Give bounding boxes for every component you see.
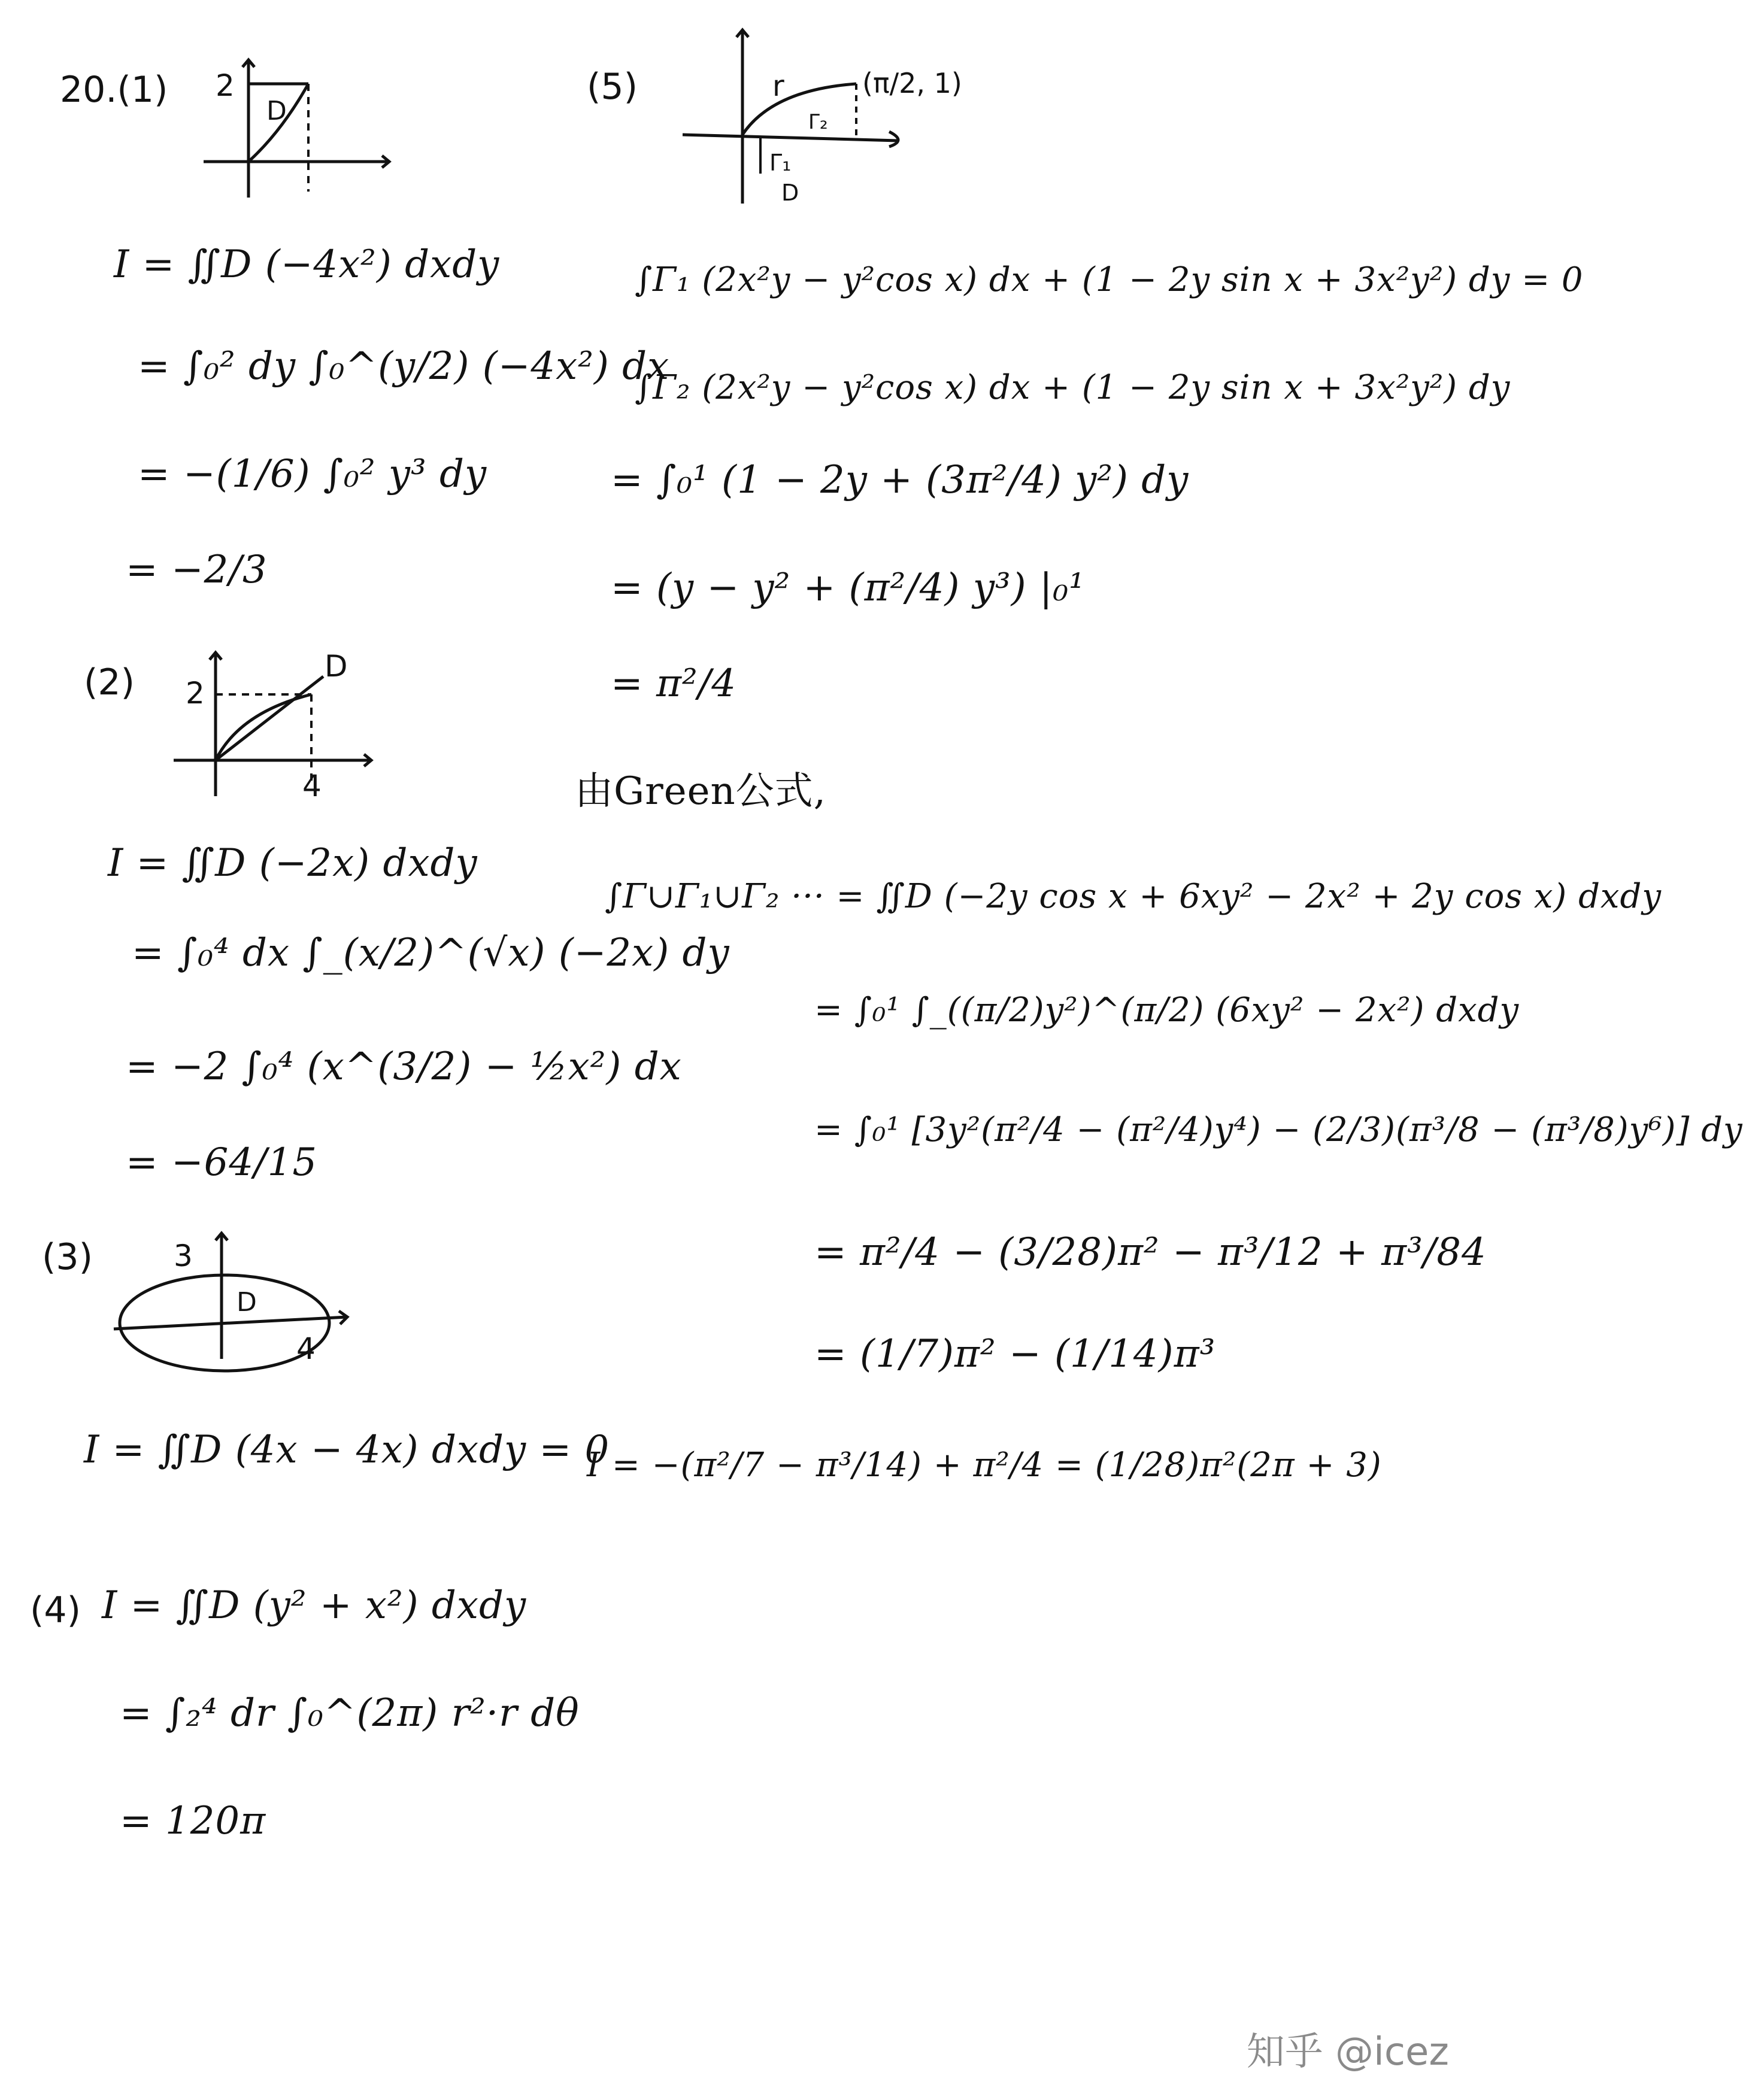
problem-5-gamma2-label: Γ₂ — [808, 110, 828, 134]
problem-3-x-tick: 4 — [296, 1331, 316, 1366]
problem-2-graph — [168, 641, 383, 808]
problem-2-line-3: = −2 ∫₀⁴ (x^(3/2) − ½x²) dx — [126, 1045, 682, 1089]
problem-5-line-7: ∫Γ∪Γ₁∪Γ₂ ··· = ∬D (−2y cos x + 6xy² − 2x² + 2y cos x) dxdy — [605, 877, 1662, 916]
problem-3-y-tick: 3 — [174, 1239, 193, 1273]
problem-4-label: (4) — [30, 1589, 81, 1631]
problem-2-line-4: = −64/15 — [126, 1140, 318, 1185]
problem-1-line-4: = −2/3 — [126, 548, 268, 592]
problem-2-line-2: = ∫₀⁴ dx ∫_(x/2)^(√x) (−2x) dy — [132, 931, 730, 975]
problem-5-line-10: = π²/4 − (3/28)π² − π³/12 + π³/84 — [814, 1230, 1487, 1274]
problem-5-graph — [677, 18, 964, 221]
problem-5-line-5: = π²/4 — [611, 661, 736, 706]
problem-5-line-9: = ∫₀¹ [3y²(π²/4 − (π²/4)y⁴) − (2/3)(π³/8 − (π³/8)y⁶)] dy — [814, 1110, 1743, 1149]
problem-4-line-2: = ∫₂⁴ dr ∫₀^(2π) r²·r dθ — [120, 1691, 580, 1735]
problem-3-line-1: I = ∬D (4x − 4x) dxdy = 0 — [84, 1428, 610, 1472]
problem-2-y-tick: 2 — [186, 676, 205, 711]
problem-5-curve-label: r — [772, 69, 784, 103]
problem-2-x-tick: 4 — [302, 769, 322, 803]
problem-1-graph — [198, 48, 401, 204]
problem-5-label: (5) — [587, 66, 638, 108]
problem-2-region-label: D — [325, 649, 348, 684]
problem-4-line-3: = 120π — [120, 1799, 266, 1843]
problem-5-region-label: D — [781, 180, 799, 206]
problem-1-line-2: = ∫₀² dy ∫₀^(y/2) (−4x²) dx — [138, 344, 670, 389]
problem-5-line-6: 由Green公式, — [575, 769, 827, 814]
problem-1-y-tick: 2 — [216, 68, 235, 103]
problem-1-line-1: I = ∬D (−4x²) dxdy — [114, 242, 500, 287]
problem-5-line-1: ∫Γ₁ (2x²y − y²cos x) dx + (1 − 2y sin x + 3x²y²) dy = 0 — [635, 260, 1584, 299]
problem-1-label: 20.(1) — [60, 69, 168, 111]
problem-5-point-label: (π/2, 1) — [862, 67, 962, 99]
problem-2-label: (2) — [84, 661, 135, 703]
problem-5-gamma1-label: Γ₁ — [769, 150, 792, 176]
problem-3-graph — [108, 1221, 359, 1365]
problem-3-label: (3) — [42, 1236, 93, 1278]
problem-4-line-1: I = ∬D (y² + x²) dxdy — [102, 1583, 527, 1628]
problem-5-line-4: = (y − y² + (π²/4) y³) |₀¹ — [611, 566, 1085, 610]
watermark: 知乎 @icez — [1246, 2030, 1449, 2074]
problem-5-line-2: ∫Γ₂ (2x²y − y²cos x) dx + (1 − 2y sin x + 3x²y²) dy — [635, 368, 1511, 407]
problem-5-line-11: = (1/7)π² − (1/14)π³ — [814, 1332, 1216, 1376]
problem-5-line-8: = ∫₀¹ ∫_((π/2)y²)^(π/2) (6xy² − 2x²) dxdy — [814, 991, 1520, 1030]
problem-3-region-label: D — [237, 1287, 257, 1318]
problem-1-region-label: D — [266, 96, 287, 126]
problem-5-line-12: I = −(π²/7 − π³/14) + π²/4 = (1/28)π²(2π + 3) — [587, 1446, 1382, 1485]
problem-5-line-3: = ∫₀¹ (1 − 2y + (3π²/4) y²) dy — [611, 458, 1189, 502]
problem-1-line-3: = −(1/6) ∫₀² y³ dy — [138, 452, 487, 496]
problem-2-line-1: I = ∬D (−2x) dxdy — [108, 841, 478, 885]
